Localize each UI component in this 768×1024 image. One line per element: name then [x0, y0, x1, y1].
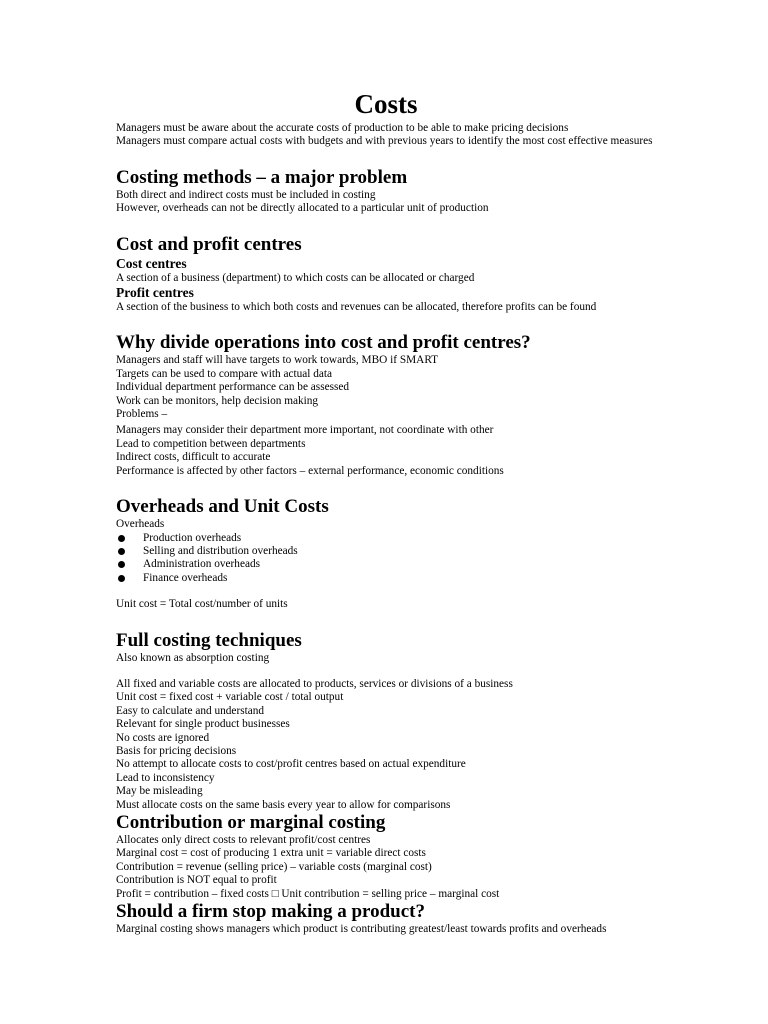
bullet-icon — [118, 535, 125, 542]
list-item — [116, 558, 656, 571]
text-line: Contribution is NOT equal to profit — [116, 874, 277, 887]
text-line: Targets can be used to compare with actual data — [116, 367, 333, 380]
text-line: Contribution = revenue (selling price) – variable costs (marginal cost) — [116, 860, 432, 873]
overheads-list — [116, 532, 656, 586]
list-item-text: Selling and distribution overheads — [143, 544, 298, 557]
text-line: Lead to competition between departments — [116, 437, 306, 450]
text-line: Work can be monitors, help decision making — [116, 394, 319, 407]
text-line: Marginal costing shows managers which product is contributing greatest/least towards profits and overheads — [116, 923, 607, 936]
text-line: All fixed and variable costs are allocated to products, services or divisions of a business — [116, 677, 513, 690]
text-line: However, overheads can not be directly allocated to a particular unit of production — [116, 202, 489, 215]
text-line: Marginal cost = cost of producing 1 extra unit = variable direct costs — [116, 847, 426, 860]
text-line: A section of a business (department) to which costs can be allocated or charged — [116, 271, 475, 284]
text-line: May be misleading — [116, 785, 203, 798]
text-line: Easy to calculate and understand — [116, 704, 265, 717]
bullet-icon — [118, 575, 125, 582]
text-line: Must allocate costs on the same basis every year to allow for comparisons — [116, 798, 451, 811]
text-line: Allocates only direct costs to relevant profit/cost centres — [116, 834, 371, 846]
text-line: No costs are ignored — [116, 731, 210, 744]
intro-line: Managers must compare actual costs with budgets and with previous years to identify the most cost effective measures — [116, 135, 653, 148]
text-line: Both direct and indirect costs must be included in costing — [116, 188, 376, 201]
section-heading-overheads: Overheads and Unit Costs — [116, 496, 329, 518]
text-line: No attempt to allocate costs to cost/profit centres based on actual expenditure — [116, 758, 466, 771]
section-heading-contribution: Contribution or marginal costing — [116, 812, 386, 833]
subheading-cost-centres: Cost centres — [116, 255, 187, 271]
text-line: A section of the business to which both costs and revenues can be allocated, therefore profits can be found — [116, 301, 597, 314]
text-line: Profit = contribution – fixed costs □ Unit contribution = selling price – marginal cost — [116, 887, 500, 900]
section-heading-centres: Cost and profit centres — [116, 233, 302, 255]
text-line: Individual department performance can be assessed — [116, 381, 350, 394]
document-body — [116, 88, 656, 936]
bullet-icon — [118, 548, 125, 555]
section-heading-full-costing: Full costing techniques — [116, 629, 302, 651]
list-item — [116, 572, 656, 585]
text-line: Unit cost = Total cost/number of units — [116, 598, 288, 611]
text-line: Relevant for single product businesses — [116, 718, 290, 731]
list-item-text: Administration overheads — [143, 558, 261, 571]
section-heading-costing-methods: Costing methods – a major problem — [116, 166, 408, 188]
intro-line: Managers must be aware about the accurate costs of production to be able to make pricing decisions — [116, 122, 569, 134]
list-item — [116, 532, 656, 545]
text-line: Indirect costs, difficult to accurate — [116, 451, 271, 464]
section-heading-stop-making: Should a firm stop making a product? — [116, 901, 425, 923]
text-line: Managers may consider their department more important, not coordinate with other — [116, 424, 494, 437]
text-line: Basis for pricing decisions — [116, 744, 237, 757]
problems-label: Problems – — [116, 408, 168, 421]
text-line: Performance is affected by other factors – external performance, economic conditions — [116, 464, 504, 477]
text-line: Also known as absorption costing — [116, 651, 270, 664]
text-line: Lead to inconsistency — [116, 771, 215, 784]
overheads-label: Overheads — [116, 518, 165, 531]
subheading-profit-centres: Profit centres — [116, 285, 194, 301]
list-item-text: Production overheads — [143, 531, 242, 544]
bullet-icon — [118, 561, 125, 568]
text-line: Unit cost = fixed cost + variable cost / total output — [116, 691, 344, 704]
text-line: Managers and staff will have targets to work towards, MBO if SMART — [116, 354, 439, 367]
section-heading-why-divide: Why divide operations into cost and profit centres? — [116, 332, 531, 354]
list-item-text: Finance overheads — [143, 571, 228, 584]
list-item — [116, 545, 656, 558]
document-title: Costs — [354, 89, 418, 119]
